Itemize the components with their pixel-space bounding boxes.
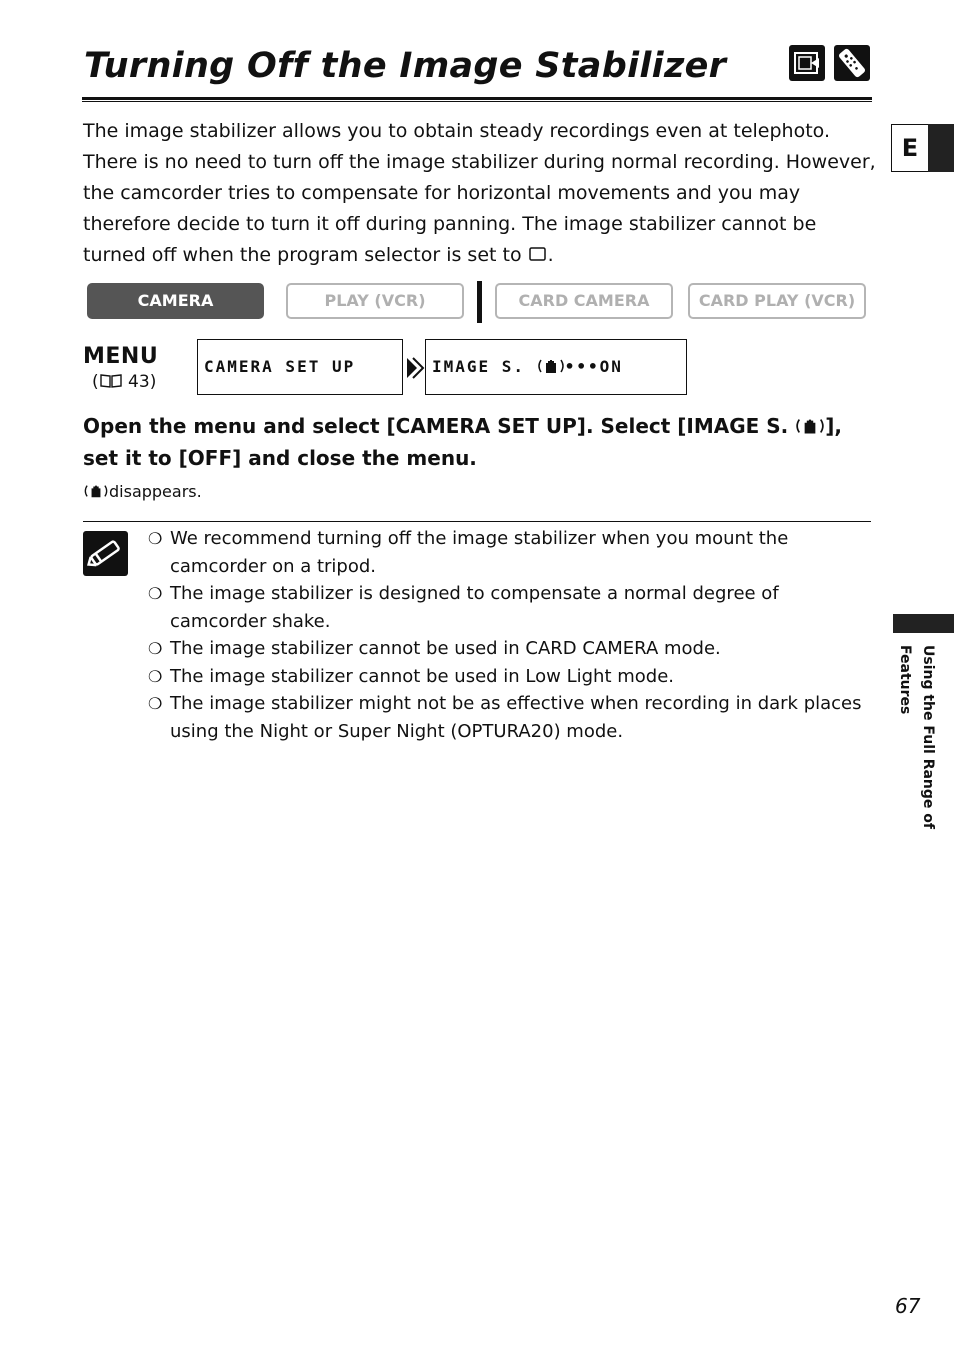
mode-camera: CAMERA — [87, 283, 264, 319]
language-tab: E — [891, 124, 929, 172]
mode-separator — [477, 281, 482, 323]
menu-page-ref: ( 43) — [92, 372, 157, 392]
instruction-sub-text: disappears. — [109, 482, 202, 501]
instruction-sub — [83, 482, 202, 501]
mode-card-play-vcr: CARD PLAY (VCR) — [688, 283, 866, 319]
list-item: ❍ We recommend turning off the image stabilizer when you mount the camcorder on a tripod. — [148, 525, 873, 580]
menu-label: MENU — [83, 344, 159, 369]
intro-text: The image stabilizer allows you to obtain steady recordings even at telephoto. There is no need to turn off the image stabilizer during normal recording. However, the camcorder tries to compensate for horizontal movements and you may therefore decide to turn it off during panning. The image stabilizer cannot be turned off when the program selector is set to — [83, 120, 876, 266]
section-side-label: Using the Full Range of Features — [897, 645, 936, 829]
list-item: ❍ The image stabilizer is designed to compensate a normal degree of camcorder shake. — [148, 580, 873, 635]
language-tab-marker — [928, 124, 954, 172]
mode-play-vcr: PLAY (VCR) — [286, 283, 464, 319]
menu-image-s-label: IMAGE S. — [432, 357, 526, 376]
title-rule — [82, 97, 872, 100]
menu-arrow-icon — [405, 356, 425, 384]
stabilizer-icon — [795, 410, 825, 442]
side-tab-marker — [893, 614, 954, 633]
camcorder-icon — [789, 45, 825, 81]
tape-mode-icon — [528, 240, 548, 271]
intro-paragraph — [83, 116, 883, 271]
page-number: 67 — [895, 1294, 921, 1318]
list-item: ❍ The image stabilizer cannot be used in CARD CAMERA mode. — [148, 635, 873, 663]
pencil-note-icon — [83, 531, 128, 576]
stabilizer-icon — [537, 340, 565, 394]
remote-control-icon — [834, 45, 870, 81]
mode-card-camera: CARD CAMERA — [495, 283, 673, 319]
instruction-text — [83, 410, 873, 474]
page-title: Turning Off the Image Stabilizer — [84, 46, 727, 86]
list-item: ❍ The image stabilizer cannot be used in Low Light mode. — [148, 663, 873, 691]
book-icon — [99, 372, 123, 392]
notes-rule — [83, 521, 871, 522]
menu-image-s-value: •••ON — [564, 357, 623, 376]
menu-step-image-s — [425, 339, 687, 395]
menu-ref-number: 43 — [128, 372, 150, 392]
intro-end: . — [547, 244, 554, 266]
stabilizer-icon — [83, 482, 109, 501]
menu-step-camera-set-up: CAMERA SET UP — [197, 339, 403, 395]
notes-list — [148, 525, 873, 745]
instruction-part1: Open the menu and select [CAMERA SET UP]. Select [IMAGE S. — [83, 414, 789, 438]
instruction-part2: ], set it to [OFF] and close the menu. — [83, 414, 843, 470]
list-item: ❍ The image stabilizer might not be as effective when recording in dark places using the Night or Super Night (OPTURA20) mode. — [148, 690, 873, 745]
title-rule-thin — [82, 101, 872, 102]
